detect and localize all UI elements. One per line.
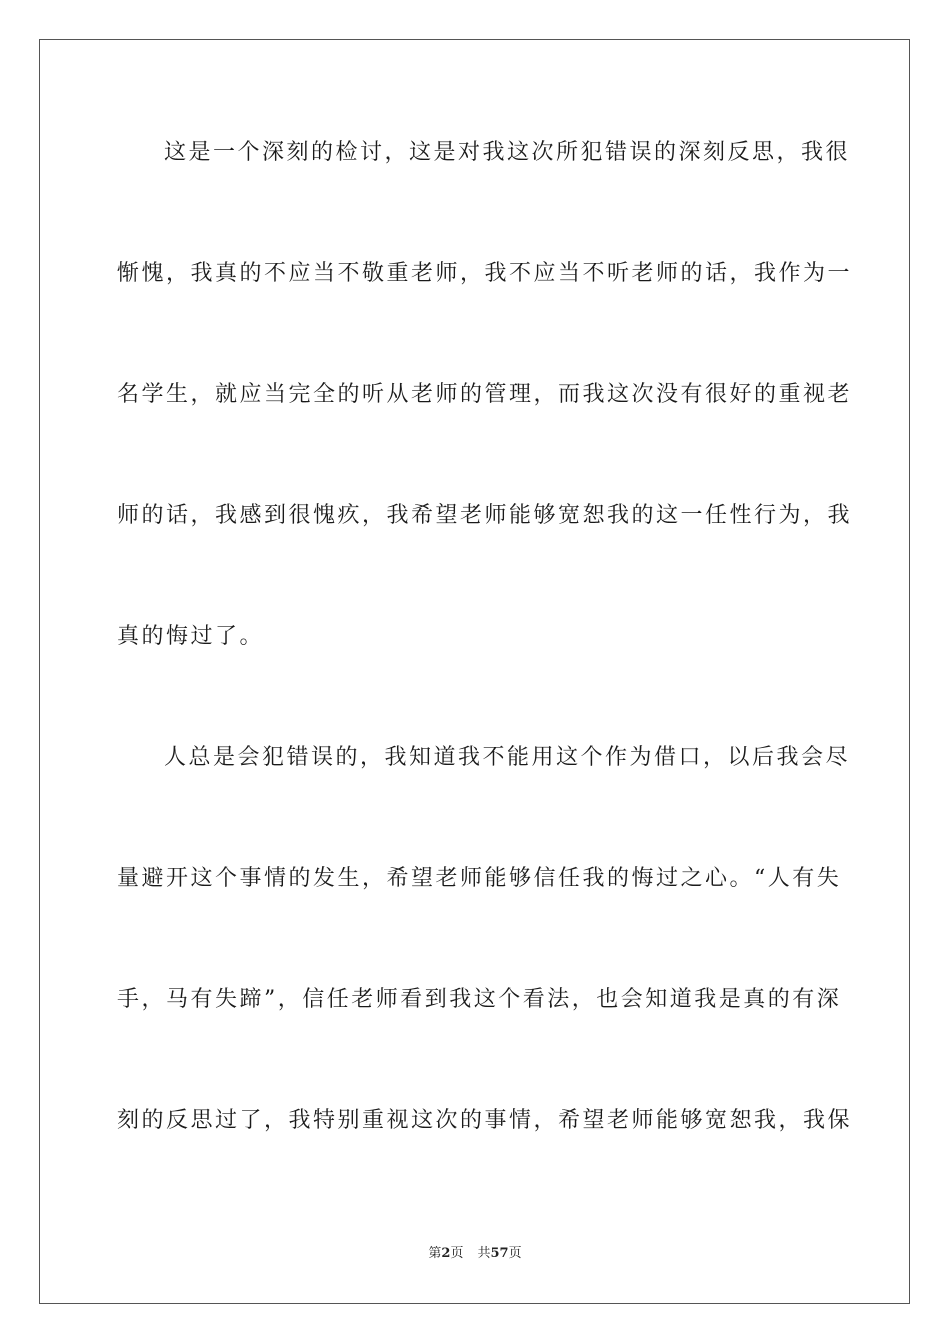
page-suffix: 页 [450,1246,464,1261]
paragraph-2-line-4: 刻的反思过了，我特别重视这次的事情，希望老师能够宽恕我，我保 [117,1108,853,1133]
page-prefix: 第 [428,1246,442,1261]
total-prefix: 共 [477,1246,491,1261]
total-suffix: 页 [508,1246,522,1261]
paragraph-2-line-1: 人总是会犯错误的，我知道我不能用这个作为借口，以后我会尽 [164,745,851,770]
page-footer [0,1245,950,1263]
paragraph-1-line-1: 这是一个深刻的检讨，这是对我这次所犯错误的深刻反思，我很 [164,140,851,165]
paragraph-1-line-5: 真的悔过了。 [117,624,265,649]
paragraph-1-line-4: 师的话，我感到很愧疚，我希望老师能够宽恕我的这一任性行为，我 [117,503,853,528]
paragraph-2-line-2: 量避开这个事情的发生，希望老师能够信任我的悔过之心。“人有失 [117,866,842,891]
paragraph-2-line-3: 手，马有失蹄”，信任老师看到我这个看法，也会知道我是真的有深 [117,987,842,1012]
paragraph-1-line-2: 惭愧，我真的不应当不敬重老师，我不应当不听老师的话，我作为一 [117,261,853,286]
page-number: 2 [441,1246,451,1261]
paragraph-1-line-3: 名学生，就应当完全的听从老师的管理，而我这次没有很好的重视老 [117,382,853,407]
total-pages: 57 [490,1246,509,1261]
